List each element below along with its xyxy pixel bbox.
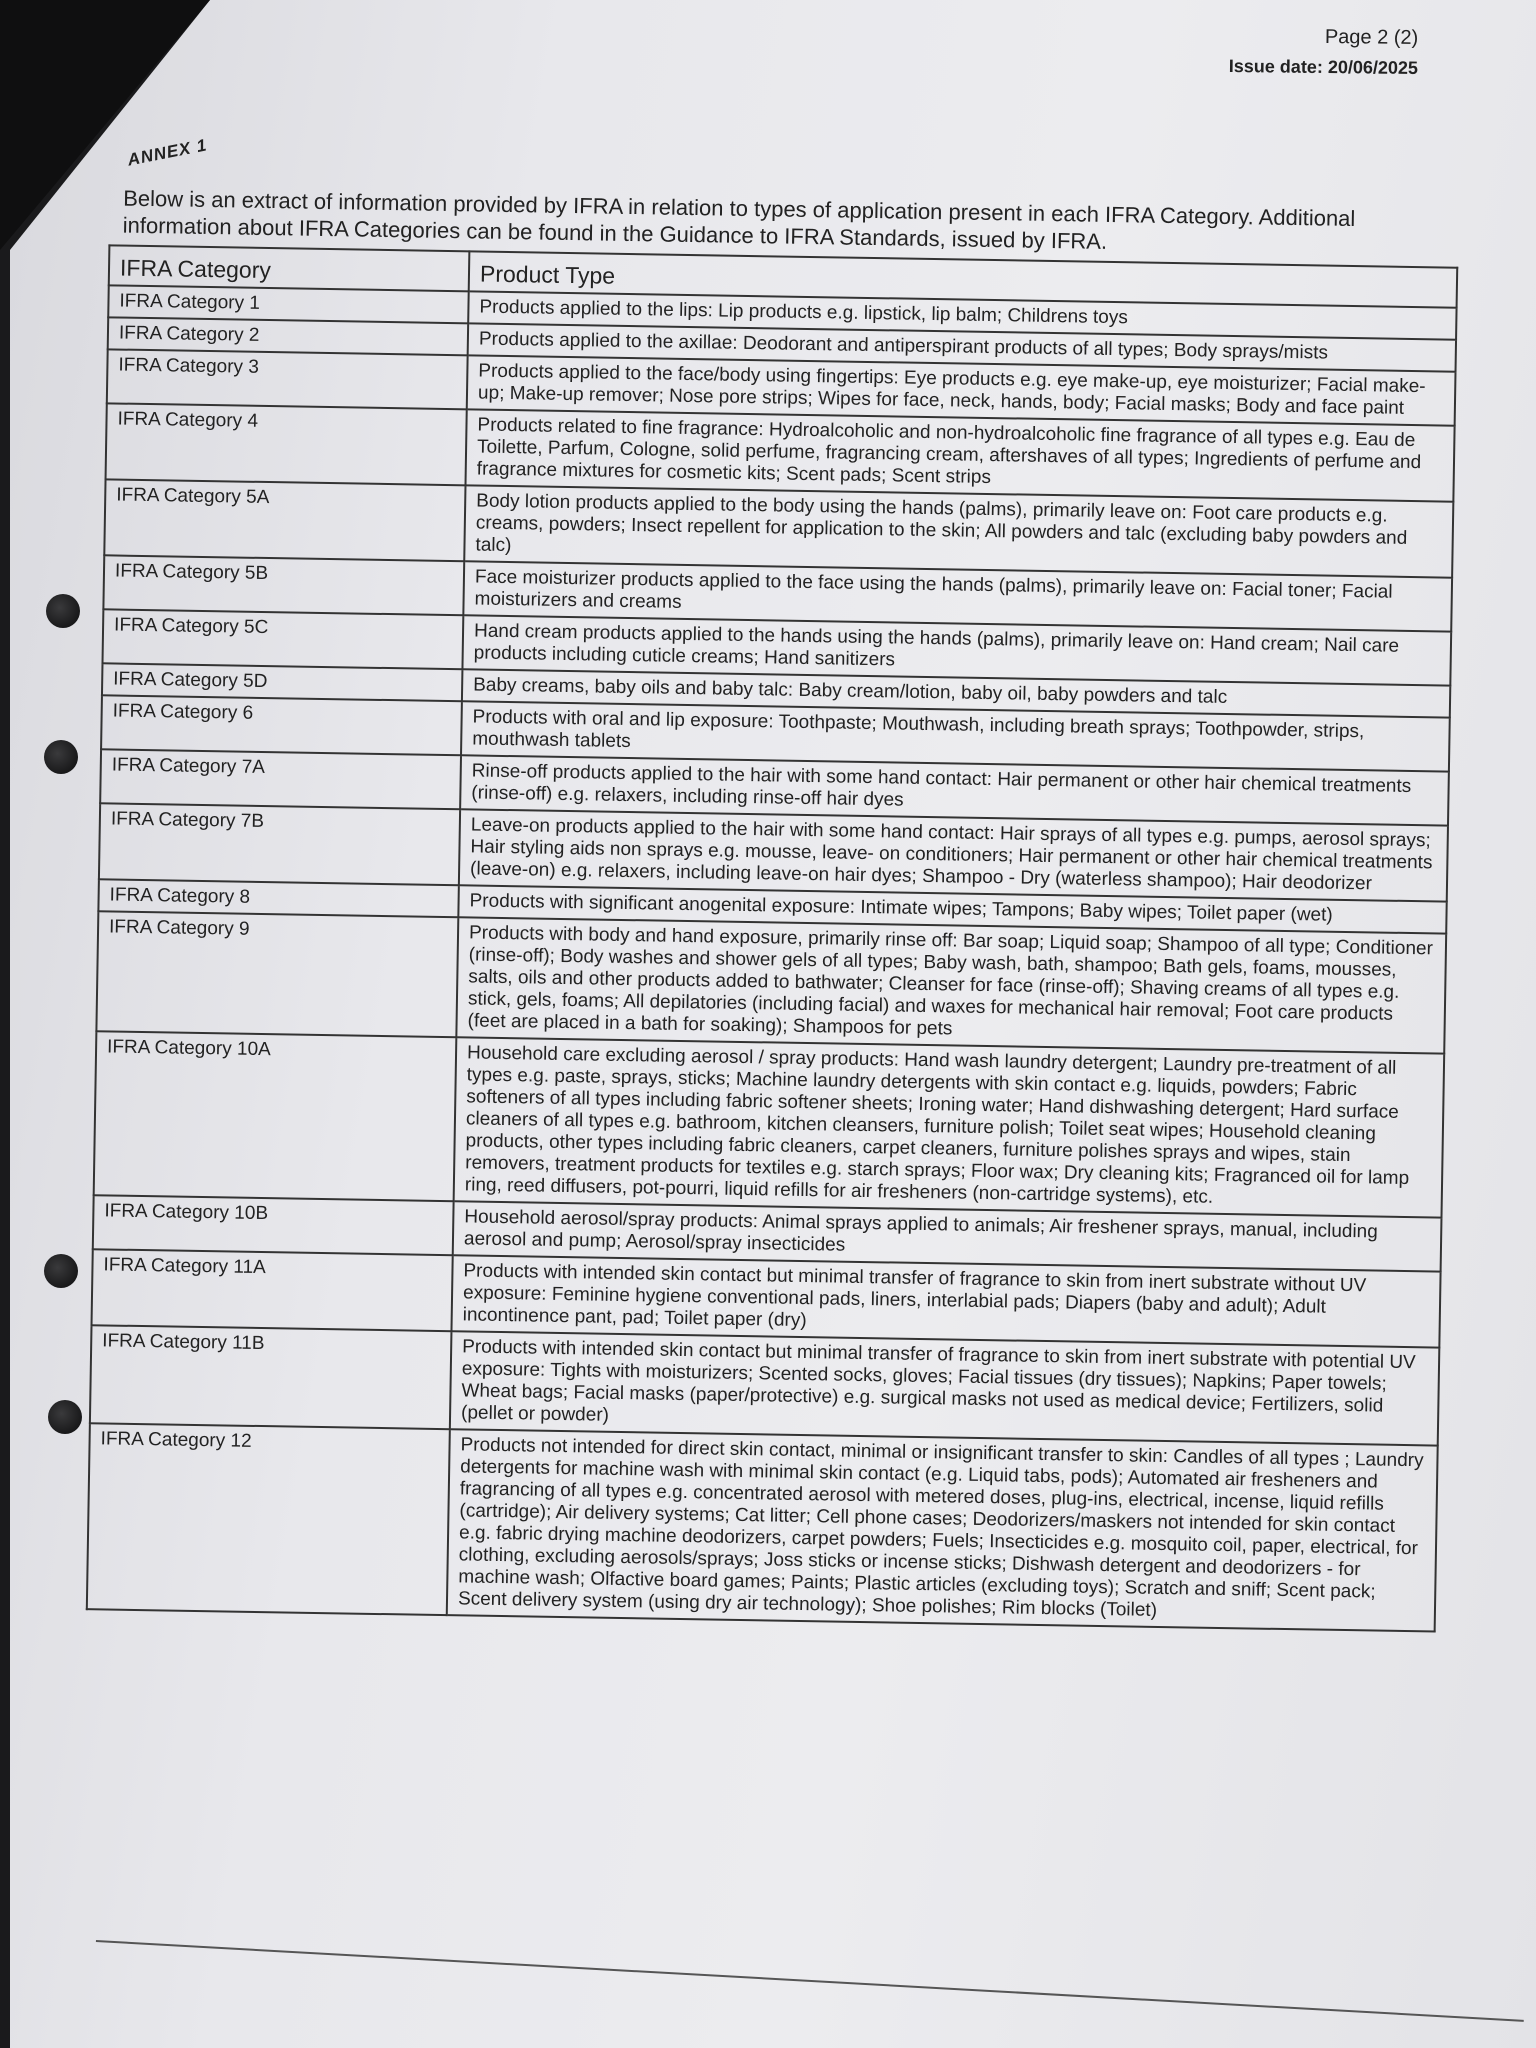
product-type-cell: Products with significant anogenital exposure: Intimate wipes; Tampons; Baby wipes; Toilet paper (wet) bbox=[458, 885, 1446, 933]
annex-section bbox=[64, 135, 1468, 1633]
category-cell: IFRA Category 5A bbox=[104, 479, 465, 561]
table-row bbox=[94, 1031, 1445, 1217]
category-cell: IFRA Category 12 bbox=[87, 1423, 450, 1615]
category-cell: IFRA Category 11A bbox=[92, 1249, 453, 1331]
category-cell: IFRA Category 5D bbox=[102, 663, 462, 701]
category-cell: IFRA Category 7A bbox=[100, 749, 461, 809]
page-number: Page 2 (2) bbox=[1324, 26, 1419, 49]
product-type-cell: Products with intended skin contact but minimal transfer of fragrance to skin from inert substrate without UV exposure: Feminine hygiene conventional pads, liners, interlabial pads; Diapers (baby and adult); Adult incontinence pant, pad; Toilet paper (dry) bbox=[451, 1255, 1440, 1347]
product-type-cell: Products applied to the axillae: Deodorant and antiperspirant products of all types; Body sprays/mists bbox=[468, 323, 1456, 371]
product-type-cell: Leave-on products applied to the hair with some hand contact: Hair sprays of all types e.g. pumps, aerosol sprays; Hair styling aids non sprays e.g. mousse, leave- on conditioners; Hair permanent or other hair chemical treatments (leave-on) e.g. relaxers, including leave-on hair dyes; Shampoo - Dry (waterless shampoo); Hair deodorizer bbox=[459, 809, 1448, 901]
category-cell: IFRA Category 3 bbox=[107, 349, 468, 409]
product-type-cell: Products applied to the lips: Lip products e.g. lipstick, lip balm; Childrens toys bbox=[468, 291, 1456, 339]
punch-hole bbox=[46, 594, 80, 628]
product-type-cell: Hand cream products applied to the hands using the hands (palms), primarily leave on: Hand cream; Nail care products including cuticle creams; Hand sanitizers bbox=[462, 615, 1451, 685]
category-cell: IFRA Category 5C bbox=[102, 609, 463, 669]
category-cell: IFRA Category 6 bbox=[101, 695, 462, 755]
category-cell: IFRA Category 9 bbox=[96, 911, 458, 1037]
product-type-cell: Products not intended for direct skin contact, minimal or insignificant transfer to skin: Candles of all types ; Laundry detergents for machine wash with minimal skin contact (e.g. Liquid tabs, pods); Automated air fresheners and fragrancing of all types e.g. concentrated aerosol with metered doses, plug-ins, electrical, incense, liquid refills (cartridge); Air delivery systems; Cat litter; Cell phone cases; Deodorizers/maskers not intended for skin contact e.g. fabric drying machine deodorizers, carpet powders; Fuels; Insecticides e.g. mosquito coil, paper, electrical, for clothing, excluding aerosols/sprays; Joss sticks or incense sticks; Dishwash detergent and deodorizers - for machine wash; Olfactive board games; Paints; Plastic articles (excluding toys); Scratch and sniff; Scent pack; Scent delivery system (using dry air technology); Shoe polishes; Rim blocks (Toilet) bbox=[447, 1429, 1438, 1631]
column-header-category: IFRA Category bbox=[109, 245, 470, 291]
product-type-cell: Products with intended skin contact but minimal transfer of fragrance to skin from inert substrate with potential UV exposure: Tights with moisturizers; Scented socks, gloves; Facial tissues (dry tissues); Napkins; Paper towels; Wheat bags; Facial masks (paper/protective) e.g. surgical masks not used as medical device; Fertilizers, solid (pellet or powder) bbox=[450, 1331, 1439, 1445]
punch-hole bbox=[44, 740, 78, 774]
punch-hole bbox=[44, 1254, 78, 1288]
category-cell: IFRA Category 2 bbox=[108, 317, 468, 355]
product-type-cell: Face moisturizer products applied to the face using the hands (palms), primarily leave on: Facial toner; Facial moisturizers and creams bbox=[463, 561, 1452, 631]
column-header-product-type: Product Type bbox=[469, 251, 1458, 307]
punch-hole bbox=[48, 1400, 82, 1434]
ifra-category-table bbox=[86, 244, 1458, 1632]
product-type-cell: Products related to fine fragrance: Hydroalcoholic and non-hydroalcoholic fine fragrance of all types e.g. Eau de Toilette, Parfum, Cologne, solid perfume, fragrancing cream, aftershaves of all types; Ingredients of perfume and fragrance mixtures for cosmetic kits; Scent pads; Scent strips bbox=[465, 409, 1454, 501]
category-cell: IFRA Category 11B bbox=[90, 1325, 452, 1429]
product-type-cell: Products applied to the face/body using fingertips: Eye products e.g. eye make-up, eye moisturizer; Facial make-up; Make-up remover; Nose pore strips; Wipes for face, neck, hands, body; Facial masks; Body and face paint bbox=[467, 355, 1456, 425]
product-type-cell: Products with oral and lip exposure: Toothpaste; Mouthwash, including breath sprays; Toothpowder, strips, mouthwash tablets bbox=[461, 701, 1450, 771]
product-type-cell: Products with body and hand exposure, primarily rinse off: Bar soap; Liquid soap; Shampoo of all type; Conditioner (rinse-off); Body washes and shower gels of all types; Baby wash, bath, shampoo; Bath gels, foams, mousses, salts, oils and other products added to bathwater; Cleanser for face (rinse-off); Shaving creams of all types e.g. stick, gels, foams; All depilatories (including facial) and waxes for mechanical hair removal; Foot care products (feet are placed in a bath for soaking); Shampoos for pets bbox=[456, 917, 1446, 1053]
annex-title: ANNEX 1 bbox=[125, 135, 209, 170]
product-type-cell: Rinse-off products applied to the hair with some hand contact: Hair permanent or other hair chemical treatments (rinse-off) e.g. relaxers, including rinse-off hair dyes bbox=[460, 755, 1449, 825]
category-cell: IFRA Category 5B bbox=[103, 555, 464, 615]
category-cell: IFRA Category 10B bbox=[93, 1195, 454, 1255]
product-type-cell: Household care excluding aerosol / spray products: Hand wash laundry detergent; Laundry pre-treatment of all types e.g. paste, sprays, sticks; Machine laundry detergents with skin contact e.g. liquids, powders; Fabric softeners of all types including fabric softener sheets; Ironing water; Hand dishwashing detergent; Hard surface cleaners of all types e.g. bathroom, kitchen cleansers, furniture polish; Toilet seat wipes; Household cleaning products, other types including fabric cleaners, carpet cleaners, furniture polishes sprays and wipes, stain removers, treatment products for textiles e.g. starch sprays; Floor wax; Dry cleaning kits; Fragranced oil for lamp ring, reed diffusers, pot-pourri, liquid refills for air fresheners (non-cartridge systems), etc. bbox=[454, 1037, 1445, 1217]
product-type-cell: Body lotion products applied to the body using the hands (palms), primarily leave on: Foot care products e.g. creams, powders; Insect repellent for application to the skin; All powders and talc (excluding baby powders and talc) bbox=[464, 485, 1453, 577]
product-type-cell: Household aerosol/spray products: Animal sprays applied to animals; Air freshener sprays, manual, including aerosol and pump; Aerosol/spray insecticides bbox=[453, 1201, 1442, 1271]
category-cell: IFRA Category 7B bbox=[99, 803, 460, 885]
product-type-cell: Baby creams, baby oils and baby talc: Baby cream/lotion, baby oil, baby powders and talc bbox=[462, 669, 1450, 717]
category-cell: IFRA Category 4 bbox=[106, 403, 467, 485]
annex-intro: Below is an extract of information provided by IFRA in relation to types of application present in each IFRA Category. Additional information about IFRA Categories can be found in the Guidance to IFRA Standards, issued by IFRA. bbox=[122, 185, 1356, 254]
issue-date: Issue date: 20/06/2025 bbox=[1228, 56, 1418, 78]
category-cell: IFRA Category 1 bbox=[108, 285, 468, 323]
category-cell: IFRA Category 8 bbox=[98, 879, 458, 917]
page-header bbox=[1229, 25, 1419, 79]
table-row bbox=[87, 1423, 1438, 1631]
category-cell: IFRA Category 10A bbox=[94, 1031, 457, 1201]
table-row bbox=[96, 911, 1446, 1053]
